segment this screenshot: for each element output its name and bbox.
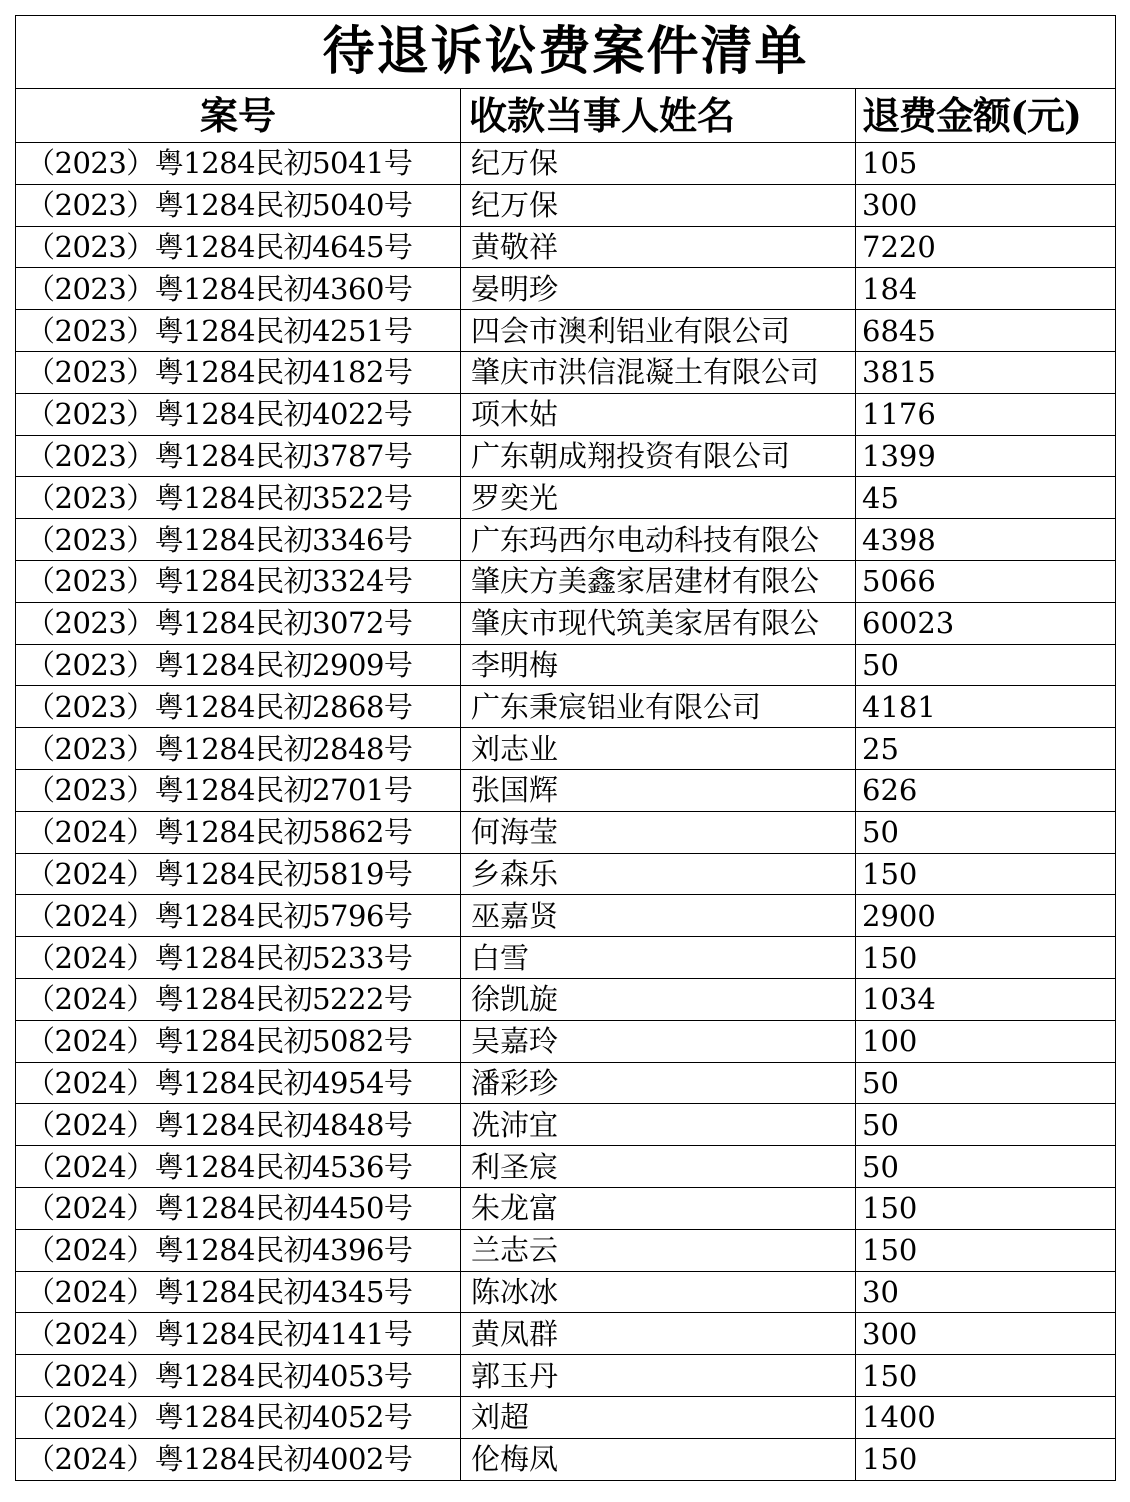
- payee-name-cell: 广东秉宸铝业有限公司: [461, 686, 856, 728]
- table-row: [16, 351, 1116, 393]
- payee-name-cell: 兰志云: [461, 1229, 856, 1271]
- table-row: [16, 1355, 1116, 1397]
- table-row: [16, 393, 1116, 435]
- case-number-cell: （2024）粤1284民初4345号: [16, 1271, 461, 1313]
- refund-amount-cell: 150: [856, 1187, 1116, 1229]
- payee-name-cell: 伦梅凤: [461, 1438, 856, 1480]
- refund-amount-cell: 5066: [856, 560, 1116, 602]
- table-row: [16, 143, 1116, 185]
- case-number-cell: （2023）粤1284民初4645号: [16, 226, 461, 268]
- refund-amount-cell: 50: [856, 1146, 1116, 1188]
- refund-amount-cell: 60023: [856, 602, 1116, 644]
- refund-amount-cell: 105: [856, 143, 1116, 185]
- case-number-cell: （2023）粤1284民初3072号: [16, 602, 461, 644]
- case-number-cell: （2024）粤1284民初5819号: [16, 853, 461, 895]
- case-number-cell: （2023）粤1284民初2909号: [16, 644, 461, 686]
- payee-name-cell: 肇庆市现代筑美家居有限公: [461, 602, 856, 644]
- refund-amount-cell: 1176: [856, 393, 1116, 435]
- table-row: [16, 853, 1116, 895]
- refund-amount-cell: 300: [856, 1313, 1116, 1355]
- column-header-case-no: 案号: [16, 89, 461, 143]
- payee-name-cell: 肇庆市洪信混凝土有限公司: [461, 351, 856, 393]
- case-number-cell: （2023）粤1284民初2868号: [16, 686, 461, 728]
- table-row: [16, 1187, 1116, 1229]
- case-number-cell: （2024）粤1284民初4002号: [16, 1438, 461, 1480]
- payee-name-cell: 冼沛宜: [461, 1104, 856, 1146]
- payee-name-cell: 潘彩珍: [461, 1062, 856, 1104]
- document-title: 待退诉讼费案件清单: [16, 16, 1116, 89]
- refund-amount-cell: 150: [856, 853, 1116, 895]
- case-number-cell: （2024）粤1284民初5082号: [16, 1020, 461, 1062]
- case-number-cell: （2024）粤1284民初4053号: [16, 1355, 461, 1397]
- refund-amount-cell: 50: [856, 811, 1116, 853]
- case-number-cell: （2024）粤1284民初5233号: [16, 937, 461, 979]
- refund-amount-cell: 25: [856, 728, 1116, 770]
- payee-name-cell: 纪万保: [461, 184, 856, 226]
- refund-amount-cell: 150: [856, 1229, 1116, 1271]
- payee-name-cell: 张国辉: [461, 769, 856, 811]
- refund-amount-cell: 6845: [856, 310, 1116, 352]
- table-row: [16, 226, 1116, 268]
- refund-amount-cell: 1399: [856, 435, 1116, 477]
- table-row: [16, 1020, 1116, 1062]
- payee-name-cell: 郭玉丹: [461, 1355, 856, 1397]
- payee-name-cell: 刘志业: [461, 728, 856, 770]
- refund-amount-cell: 150: [856, 1355, 1116, 1397]
- refund-case-list-sheet: [15, 15, 1115, 1481]
- case-number-cell: （2024）粤1284民初5222号: [16, 978, 461, 1020]
- payee-name-cell: 广东朝成翔投资有限公司: [461, 435, 856, 477]
- payee-name-cell: 罗奕光: [461, 477, 856, 519]
- table-row: [16, 310, 1116, 352]
- refund-amount-cell: 3815: [856, 351, 1116, 393]
- payee-name-cell: 朱龙富: [461, 1187, 856, 1229]
- case-number-cell: （2023）粤1284民初5041号: [16, 143, 461, 185]
- refund-amount-cell: 100: [856, 1020, 1116, 1062]
- case-number-cell: （2024）粤1284民初4848号: [16, 1104, 461, 1146]
- table-row: [16, 1229, 1116, 1271]
- refund-amount-cell: 7220: [856, 226, 1116, 268]
- case-number-cell: （2023）粤1284民初4182号: [16, 351, 461, 393]
- table-row: [16, 268, 1116, 310]
- table-row: [16, 560, 1116, 602]
- payee-name-cell: 乡森乐: [461, 853, 856, 895]
- case-number-cell: （2024）粤1284民初4450号: [16, 1187, 461, 1229]
- refund-amount-cell: 45: [856, 477, 1116, 519]
- table-row: [16, 602, 1116, 644]
- payee-name-cell: 李明梅: [461, 644, 856, 686]
- table-row: [16, 477, 1116, 519]
- title-row: [16, 16, 1116, 89]
- case-number-cell: （2023）粤1284民初2701号: [16, 769, 461, 811]
- table-row: [16, 1104, 1116, 1146]
- table-row: [16, 1271, 1116, 1313]
- case-number-cell: （2023）粤1284民初3346号: [16, 519, 461, 561]
- table-row: [16, 811, 1116, 853]
- table-row: [16, 1062, 1116, 1104]
- payee-name-cell: 晏明珍: [461, 268, 856, 310]
- case-number-cell: （2023）粤1284民初5040号: [16, 184, 461, 226]
- payee-name-cell: 黄敬祥: [461, 226, 856, 268]
- refund-amount-cell: 150: [856, 937, 1116, 979]
- case-number-cell: （2023）粤1284民初4360号: [16, 268, 461, 310]
- refund-amount-cell: 184: [856, 268, 1116, 310]
- refund-amount-cell: 300: [856, 184, 1116, 226]
- table-row: [16, 184, 1116, 226]
- case-number-cell: （2024）粤1284民初4396号: [16, 1229, 461, 1271]
- table-row: [16, 519, 1116, 561]
- payee-name-cell: 纪万保: [461, 143, 856, 185]
- payee-name-cell: 陈冰冰: [461, 1271, 856, 1313]
- case-number-cell: （2023）粤1284民初3522号: [16, 477, 461, 519]
- payee-name-cell: 肇庆方美鑫家居建材有限公: [461, 560, 856, 602]
- refund-amount-cell: 4181: [856, 686, 1116, 728]
- table-row: [16, 978, 1116, 1020]
- table-body: [16, 143, 1116, 1481]
- case-number-cell: （2024）粤1284民初4052号: [16, 1396, 461, 1438]
- refund-amount-cell: 30: [856, 1271, 1116, 1313]
- case-number-cell: （2023）粤1284民初3787号: [16, 435, 461, 477]
- refund-amount-cell: 1400: [856, 1396, 1116, 1438]
- table-row: [16, 1396, 1116, 1438]
- case-number-cell: （2023）粤1284民初4251号: [16, 310, 461, 352]
- table-row: [16, 895, 1116, 937]
- payee-name-cell: 白雪: [461, 937, 856, 979]
- case-number-cell: （2023）粤1284民初2848号: [16, 728, 461, 770]
- case-number-cell: （2023）粤1284民初3324号: [16, 560, 461, 602]
- header-row: [16, 89, 1116, 143]
- payee-name-cell: 吴嘉玲: [461, 1020, 856, 1062]
- case-number-cell: （2024）粤1284民初5796号: [16, 895, 461, 937]
- refund-case-table: [15, 15, 1116, 1481]
- payee-name-cell: 项木姑: [461, 393, 856, 435]
- table-row: [16, 644, 1116, 686]
- payee-name-cell: 四会市澳利铝业有限公司: [461, 310, 856, 352]
- refund-amount-cell: 1034: [856, 978, 1116, 1020]
- payee-name-cell: 巫嘉贤: [461, 895, 856, 937]
- payee-name-cell: 徐凯旋: [461, 978, 856, 1020]
- table-row: [16, 1146, 1116, 1188]
- refund-amount-cell: 2900: [856, 895, 1116, 937]
- payee-name-cell: 广东玛西尔电动科技有限公: [461, 519, 856, 561]
- refund-amount-cell: 50: [856, 1104, 1116, 1146]
- case-number-cell: （2024）粤1284民初4536号: [16, 1146, 461, 1188]
- payee-name-cell: 何海莹: [461, 811, 856, 853]
- table-row: [16, 1438, 1116, 1480]
- case-number-cell: （2024）粤1284民初5862号: [16, 811, 461, 853]
- table-row: [16, 686, 1116, 728]
- refund-amount-cell: 626: [856, 769, 1116, 811]
- table-row: [16, 1313, 1116, 1355]
- payee-name-cell: 刘超: [461, 1396, 856, 1438]
- refund-amount-cell: 150: [856, 1438, 1116, 1480]
- refund-amount-cell: 50: [856, 644, 1116, 686]
- refund-amount-cell: 50: [856, 1062, 1116, 1104]
- payee-name-cell: 黄凤群: [461, 1313, 856, 1355]
- case-number-cell: （2024）粤1284民初4141号: [16, 1313, 461, 1355]
- payee-name-cell: 利圣宸: [461, 1146, 856, 1188]
- table-row: [16, 937, 1116, 979]
- case-number-cell: （2023）粤1284民初4022号: [16, 393, 461, 435]
- table-row: [16, 435, 1116, 477]
- table-row: [16, 769, 1116, 811]
- column-header-amount: 退费金额(元): [856, 89, 1116, 143]
- refund-amount-cell: 4398: [856, 519, 1116, 561]
- table-row: [16, 728, 1116, 770]
- case-number-cell: （2024）粤1284民初4954号: [16, 1062, 461, 1104]
- column-header-payee: 收款当事人姓名: [461, 89, 856, 143]
